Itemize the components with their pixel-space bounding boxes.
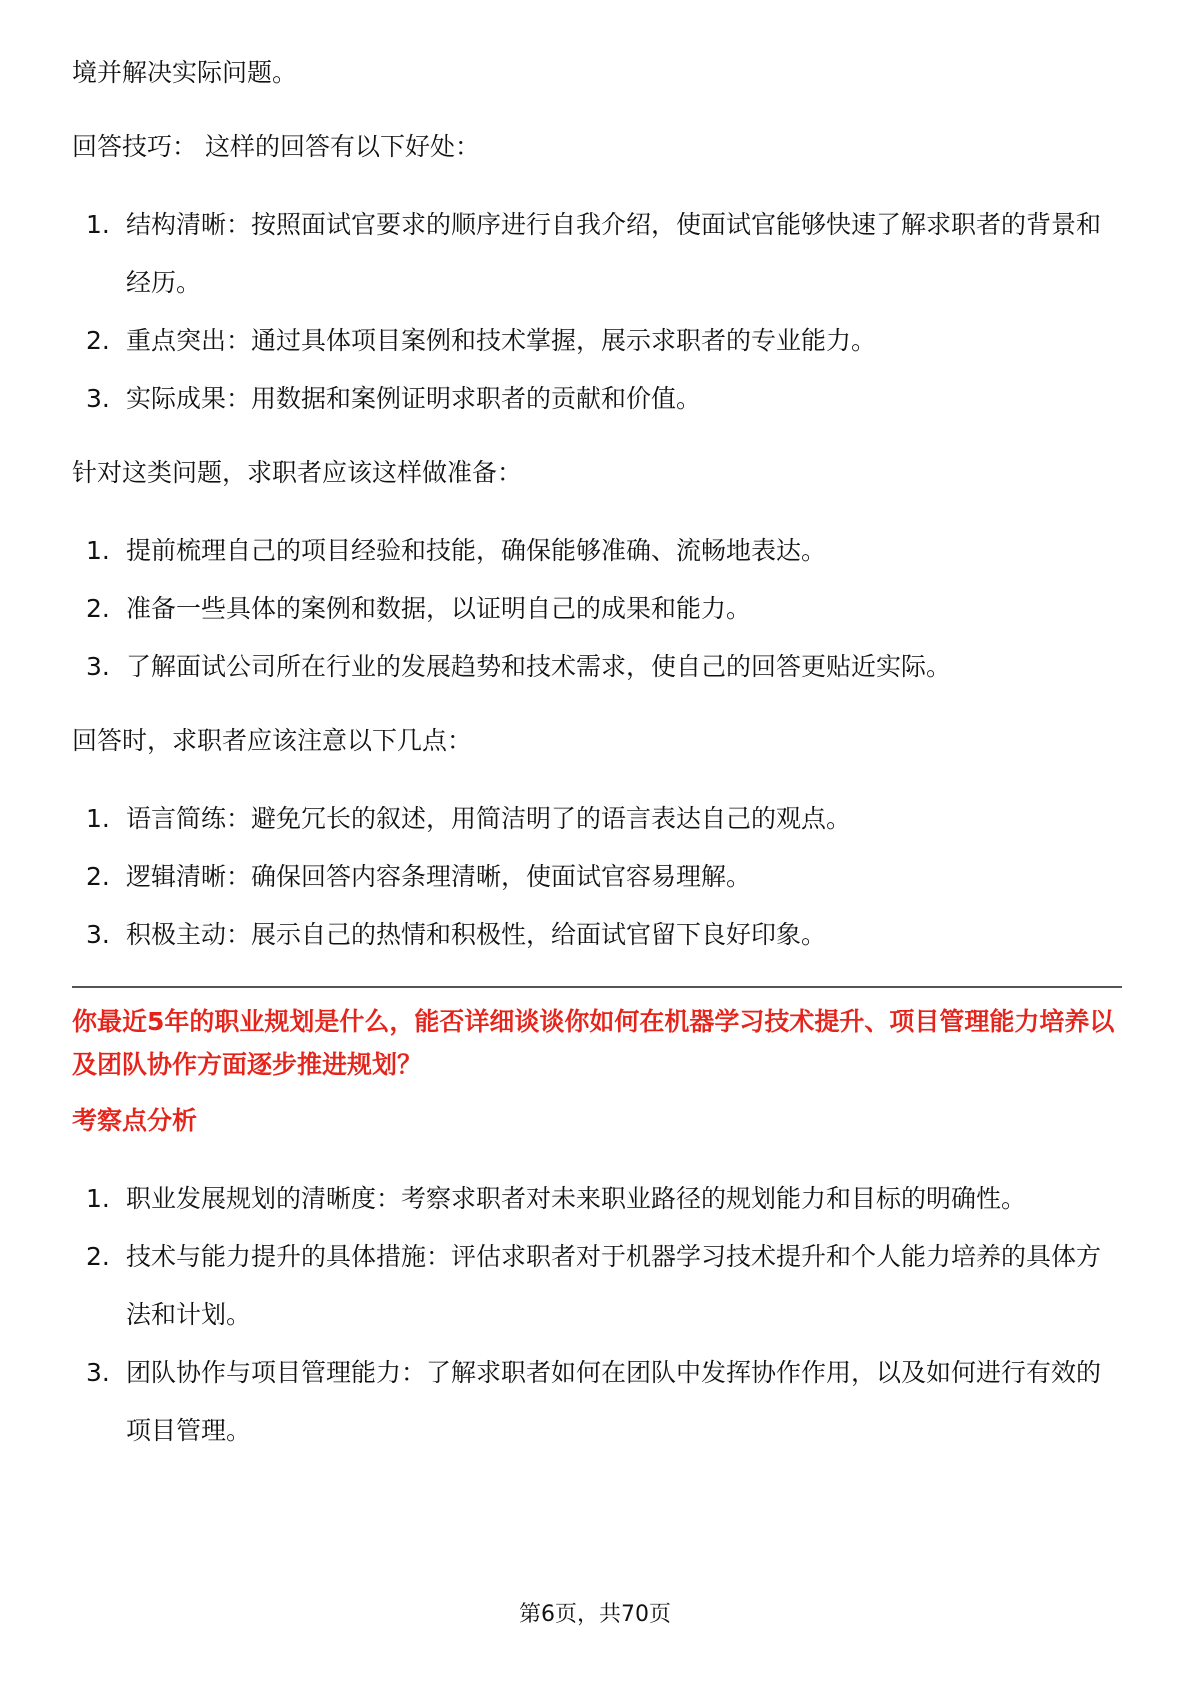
list-item: 2. 逻辑清晰：确保回答内容条理清晰，使面试官容易理解。 (86, 862, 752, 891)
notes-heading: 回答时，求职者应该注意以下几点： (72, 726, 473, 755)
notes-list (72, 790, 1122, 964)
list-item: 3. 团队协作与项目管理能力：了解求职者如何在团队中发挥协作作用，以及如何进行有效的项目管理。 (86, 1358, 1102, 1445)
list-item: 1. 结构清晰：按照面试官要求的顺序进行自我介绍，使面试官能够快速了解求职者的背景和经历。 (86, 210, 1102, 297)
analysis-heading: 考察点分析 (72, 1106, 198, 1135)
tips-heading: 回答技巧： 这样的回答有以下好处： (72, 132, 480, 161)
list-item: 3. 积极主动：展示自己的热情和积极性，给面试官留下良好印象。 (86, 920, 827, 949)
interview-question: 你最近5年的职业规划是什么，能否详细谈谈你如何在机器学习技术提升、项目管理能力培养以及团队协作方面逐步推进规划？ (72, 1007, 1115, 1079)
analysis-list (72, 1170, 1122, 1460)
prep-list (72, 522, 1122, 696)
list-item: 1. 语言简练：避免冗长的叙述，用简洁明了的语言表达自己的观点。 (86, 804, 852, 833)
list-item: 1. 职业发展规划的清晰度：考察求职者对未来职业路径的规划能力和目标的明确性。 (86, 1184, 1027, 1213)
list-item: 3. 了解面试公司所在行业的发展趋势和技术需求，使自己的回答更贴近实际。 (86, 652, 952, 681)
page-number: 第6页，共70页 (519, 1602, 671, 1627)
section-divider (72, 986, 1122, 988)
intro-tail-text: 境并解决实际问题。 (72, 58, 298, 87)
list-item: 2. 准备一些具体的案例和数据，以证明自己的成果和能力。 (86, 594, 752, 623)
list-item: 1. 提前梳理自己的项目经验和技能，确保能够准确、流畅地表达。 (86, 536, 827, 565)
page-content (72, 44, 1122, 1476)
list-item: 3. 实际成果：用数据和案例证明求职者的贡献和价值。 (86, 384, 702, 413)
tips-list (72, 196, 1122, 428)
list-item: 2. 重点突出：通过具体项目案例和技术掌握，展示求职者的专业能力。 (86, 326, 877, 355)
list-item: 2. 技术与能力提升的具体措施：评估求职者对于机器学习技术提升和个人能力培养的具体方法和计划。 (86, 1242, 1102, 1329)
prep-heading: 针对这类问题，求职者应该这样做准备： (72, 458, 523, 487)
